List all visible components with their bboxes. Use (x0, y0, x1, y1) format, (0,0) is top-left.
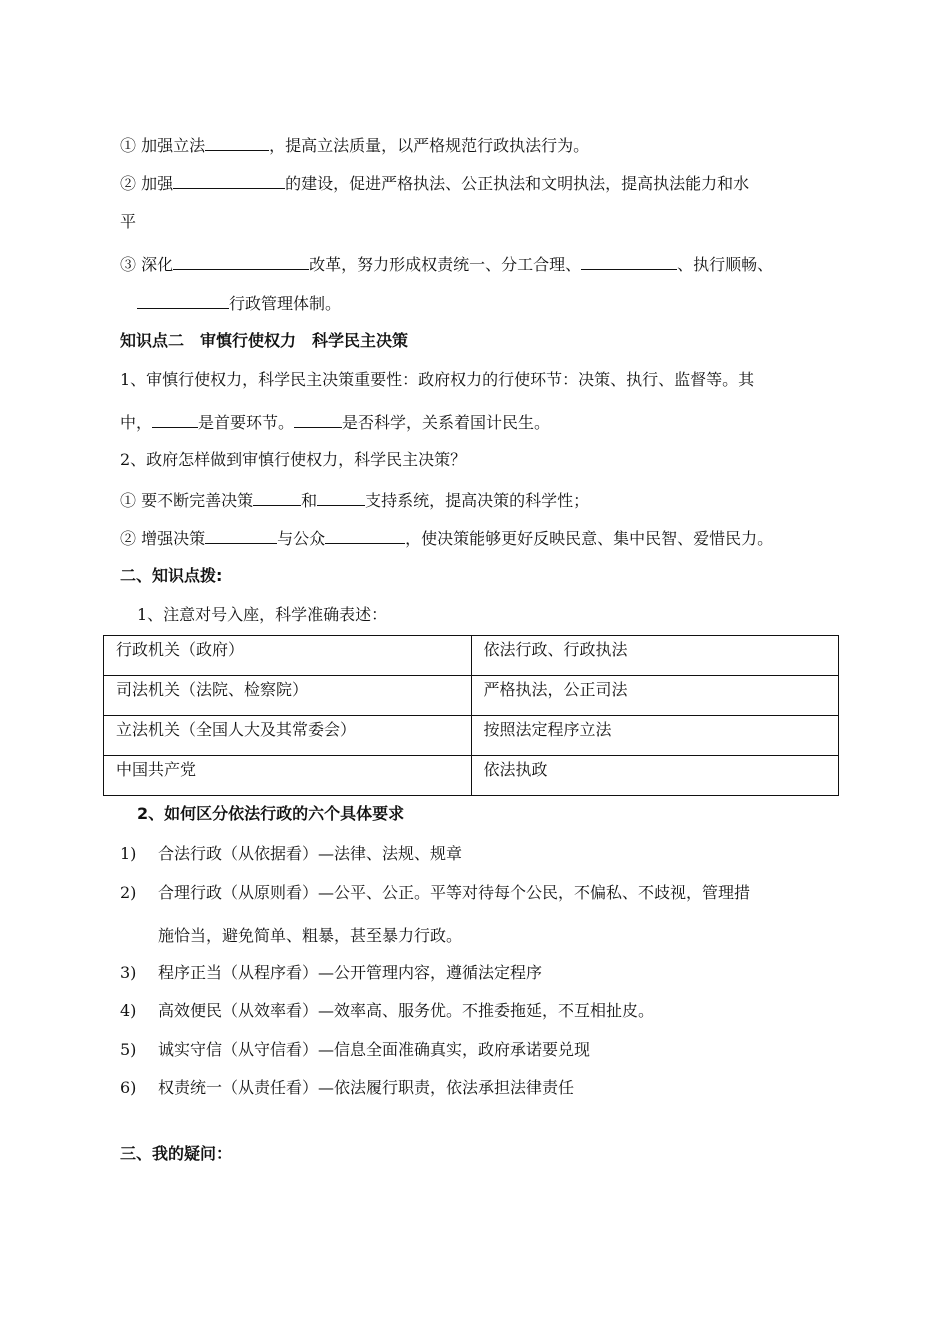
item-text: 合法行政（从依据看）—法律、法规、规章 (158, 844, 463, 863)
list-item (120, 926, 462, 946)
item-text: 程序正当（从程序看）—公开管理内容，遵循法定程序 (158, 963, 543, 982)
relation-table (103, 635, 839, 796)
table-row (104, 756, 839, 796)
text: ，使决策能够更好反映民意、集中民智、爱惜民力。 (405, 529, 774, 548)
text: 是首要环节。 (198, 413, 295, 432)
blank-field[interactable] (205, 134, 269, 151)
section2-sub1: 1、注意对号入座，科学准确表述： (137, 605, 388, 624)
item-text: 权责统一（从责任看）—依法履行职责，依法承担法律责任 (158, 1078, 575, 1097)
table-row (104, 636, 839, 676)
table-cell: 立法机关（全国人大及其常委会） (104, 716, 472, 756)
list-item (120, 1001, 654, 1021)
blank-field[interactable] (294, 411, 342, 428)
item-number: 3) (120, 963, 137, 982)
list-item (120, 963, 542, 983)
section2-title: 二、知识点拨: (120, 566, 223, 585)
list-item (120, 1040, 590, 1060)
text: 的建设，促进严格执法、公正执法和文明执法，提高执法能力和水 (285, 174, 750, 193)
table-cell: 依法执政 (471, 756, 839, 796)
blank-field[interactable] (205, 527, 277, 544)
list-item (120, 844, 462, 864)
text: 是否科学，关系着国计民生。 (342, 413, 551, 432)
blank-field[interactable] (325, 527, 405, 544)
section2-sub2: 2、如何区分依法行政的六个具体要求 (137, 804, 405, 823)
blank-field[interactable] (317, 489, 365, 506)
kp2-a2 (120, 527, 773, 549)
item-number: 4) (120, 1001, 137, 1020)
text: 行政管理体制。 (229, 294, 342, 313)
fill-line-1 (120, 134, 589, 156)
text: 中， (120, 413, 153, 432)
item-text: 诚实守信（从守信看）—信息全面准确真实，政府承诺要兑现 (158, 1040, 591, 1059)
blank-field[interactable] (581, 253, 677, 270)
table-row (104, 676, 839, 716)
text: 与公众 (277, 529, 326, 548)
text: 改革，努力形成权责统一、分工合理、 (309, 255, 582, 274)
table-cell: 行政机关（政府） (104, 636, 472, 676)
kp2-q1-cont (120, 411, 550, 433)
item-number: 2) (120, 883, 137, 902)
table-cell: 中国共产党 (104, 756, 472, 796)
blank-field[interactable] (173, 253, 309, 270)
kp2-q2: 2、政府怎样做到审慎行使权力，科学民主决策？ (120, 450, 467, 469)
kp2-title: 知识点二 审慎行使权力 科学民主决策 (120, 331, 409, 350)
list-item (120, 883, 750, 903)
item-number: 6) (120, 1078, 137, 1097)
blank-field[interactable] (152, 411, 198, 428)
text: ① 加强立法 (120, 136, 206, 155)
text: ② 加强 (120, 174, 174, 193)
kp2-q1: 1、审慎行使权力，科学民主决策重要性：政府权力的行使环节：决策、执行、监督等。其 (120, 370, 755, 389)
text: ③ 深化 (120, 255, 174, 274)
list-item (120, 1078, 574, 1098)
table-cell: 依法行政、行政执法 (471, 636, 839, 676)
text: 平 (120, 212, 137, 231)
blank-field[interactable] (253, 489, 301, 506)
item-number: 5) (120, 1040, 137, 1059)
text: 、执行顺畅、 (677, 255, 774, 274)
blank-field[interactable] (137, 292, 229, 309)
blank-field[interactable] (173, 172, 285, 189)
fill-line-2-cont (120, 212, 136, 232)
text: 和 (301, 491, 318, 510)
fill-line-2 (120, 172, 749, 194)
item-text: 合理行政（从原则看）—公平、公正。平等对待每个公民，不偏私、不歧视，管理措 (158, 883, 751, 902)
fill-line-4 (137, 292, 341, 314)
item-text: 高效便民（从效率看）—效率高、服务优。不推委拖延，不互相扯皮。 (158, 1001, 655, 1020)
table-row (104, 716, 839, 756)
fill-line-3 (120, 253, 773, 275)
text: ① 要不断完善决策 (120, 491, 254, 510)
table-cell: 严格执法，公正司法 (471, 676, 839, 716)
kp2-a1 (120, 489, 589, 511)
section3-title: 三、我的疑问： (120, 1144, 233, 1163)
table-cell: 司法机关（法院、检察院） (104, 676, 472, 716)
text: ② 增强决策 (120, 529, 206, 548)
item-text: 施恰当，避免简单、粗暴，甚至暴力行政。 (158, 926, 463, 945)
item-number: 1) (120, 844, 137, 863)
text: ，提高立法质量，以严格规范行政执法行为。 (269, 136, 590, 155)
text: 支持系统，提高决策的科学性； (365, 491, 590, 510)
table-cell: 按照法定程序立法 (471, 716, 839, 756)
